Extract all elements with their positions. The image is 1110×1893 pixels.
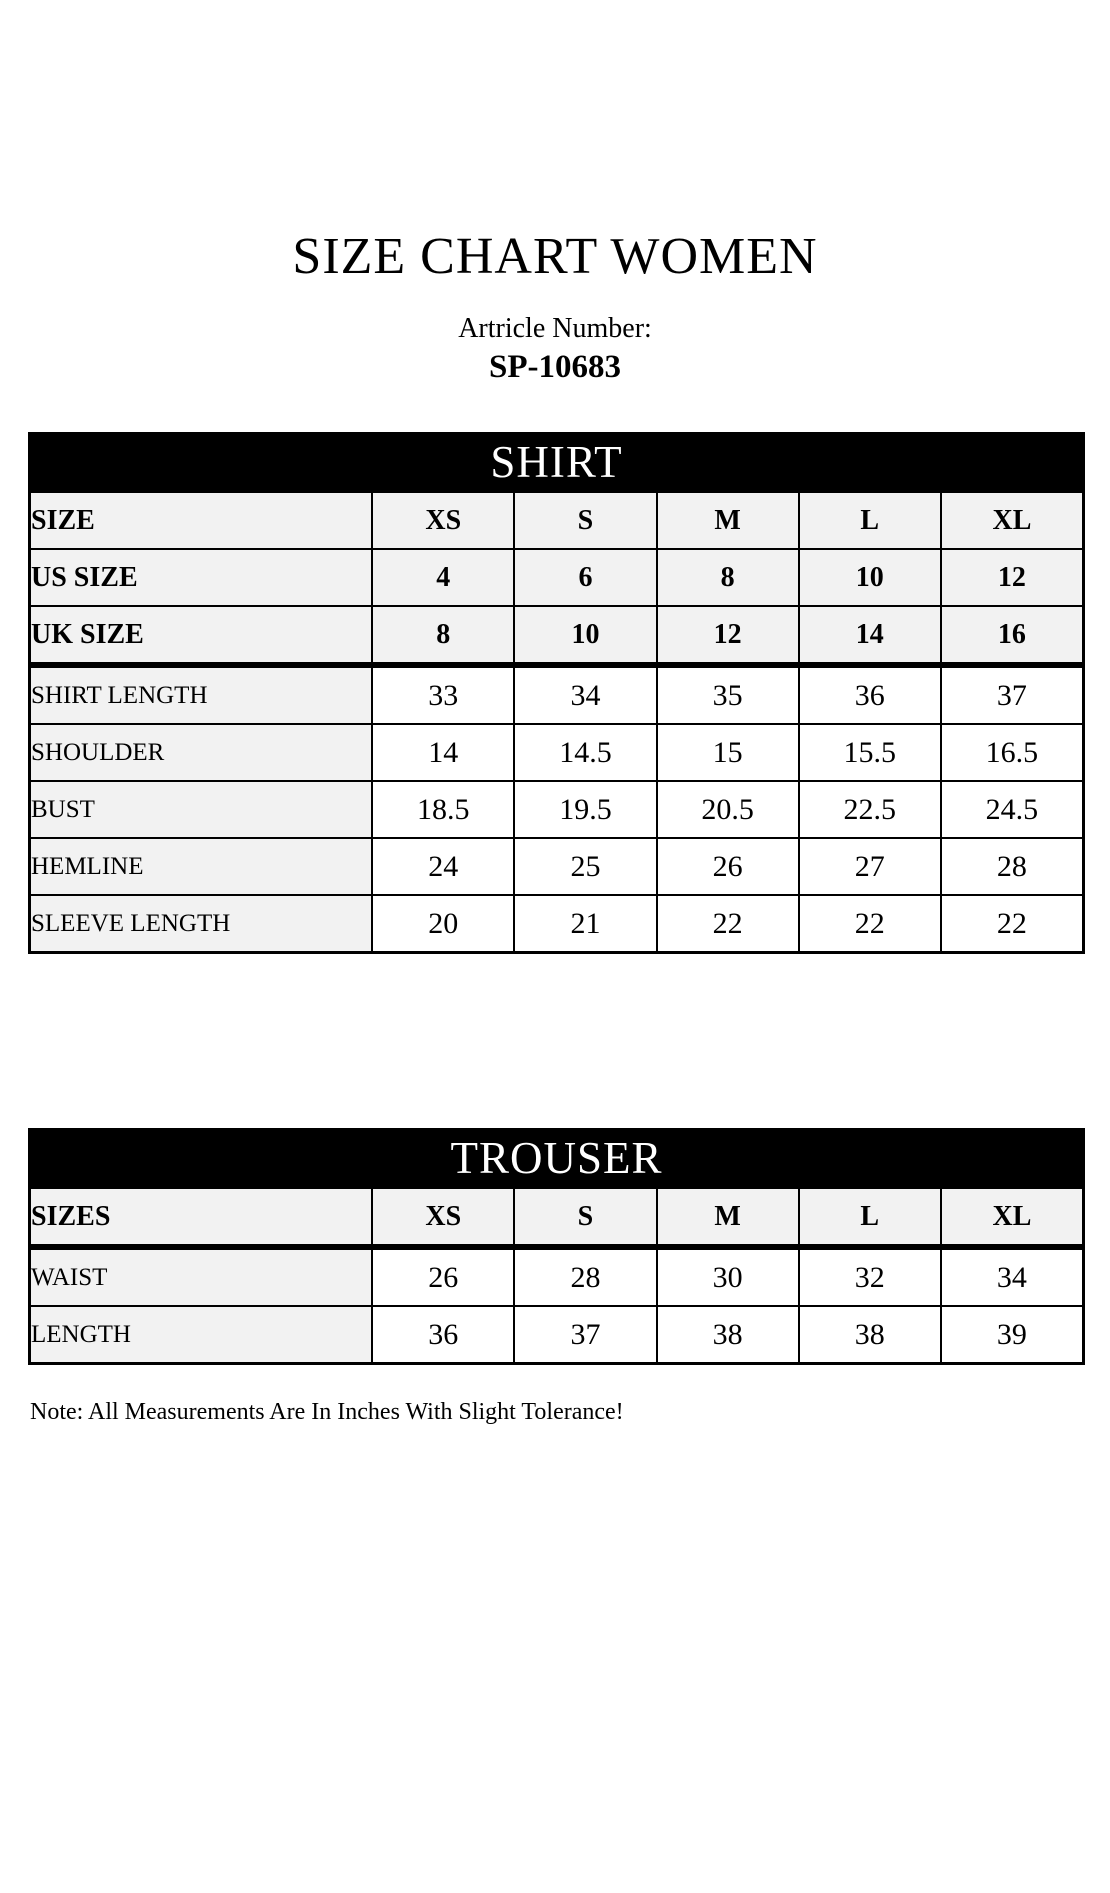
waist-l: 32 [799, 1247, 941, 1306]
table-row-waist [30, 1247, 1083, 1306]
shirt-length-s: 34 [514, 665, 656, 724]
table-row-shoulder [30, 724, 1083, 781]
uk-size-m: 12 [657, 606, 799, 665]
table-row-size [30, 492, 1083, 549]
shoulder-s: 14.5 [514, 724, 656, 781]
waist-xl: 34 [941, 1247, 1083, 1306]
hemline-xl: 28 [941, 838, 1083, 895]
length-xs: 36 [372, 1306, 514, 1363]
shoulder-xs: 14 [372, 724, 514, 781]
table-row-uk-size [30, 606, 1083, 665]
sleeve-length-s: 21 [514, 895, 656, 952]
trouser-table-title: TROUSER [29, 1129, 1084, 1187]
trouser-size-table [29, 1187, 1084, 1364]
uk-size-s: 10 [514, 606, 656, 665]
trouser-size-chart [28, 1128, 1085, 1365]
page-title: SIZE CHART WOMEN [292, 228, 818, 285]
bust-s: 19.5 [514, 781, 656, 838]
trouser-size-l: L [799, 1188, 941, 1247]
table-row-bust [30, 781, 1083, 838]
sleeve-length-m: 22 [657, 895, 799, 952]
shoulder-m: 15 [657, 724, 799, 781]
size-col-l: L [799, 492, 941, 549]
sleeve-length-xs: 20 [372, 895, 514, 952]
hemline-xs: 24 [372, 838, 514, 895]
length-m: 38 [657, 1306, 799, 1363]
row-label-shirt-length: SHIRT LENGTH [30, 665, 372, 724]
uk-size-xl: 16 [941, 606, 1083, 665]
row-label-size: SIZE [30, 492, 372, 549]
table-row-shirt-length [30, 665, 1083, 724]
waist-xs: 26 [372, 1247, 514, 1306]
hemline-s: 25 [514, 838, 656, 895]
row-label-sizes: SIZES [30, 1188, 372, 1247]
row-label-shoulder: SHOULDER [30, 724, 372, 781]
table-row-us-size [30, 549, 1083, 606]
us-size-s: 6 [514, 549, 656, 606]
uk-size-xs: 8 [372, 606, 514, 665]
trouser-size-xl: XL [941, 1188, 1083, 1247]
row-label-waist: WAIST [30, 1247, 372, 1306]
row-label-bust: BUST [30, 781, 372, 838]
table-row-hemline [30, 838, 1083, 895]
length-l: 38 [799, 1306, 941, 1363]
trouser-size-m: M [657, 1188, 799, 1247]
measurements-note: Note: All Measurements Are In Inches With Slight Tolerance! [30, 1399, 624, 1426]
bust-m: 20.5 [657, 781, 799, 838]
size-col-s: S [514, 492, 656, 549]
shirt-table-title: SHIRT [29, 433, 1084, 491]
bust-xs: 18.5 [372, 781, 514, 838]
article-number-value: SP-10683 [489, 349, 621, 386]
shoulder-l: 15.5 [799, 724, 941, 781]
hemline-l: 27 [799, 838, 941, 895]
length-s: 37 [514, 1306, 656, 1363]
us-size-m: 8 [657, 549, 799, 606]
shirt-length-xl: 37 [941, 665, 1083, 724]
bust-xl: 24.5 [941, 781, 1083, 838]
length-xl: 39 [941, 1306, 1083, 1363]
shirt-size-chart [28, 432, 1085, 954]
row-label-sleeve-length: SLEEVE LENGTH [30, 895, 372, 952]
shirt-size-table [29, 491, 1084, 953]
table-row-sleeve-length [30, 895, 1083, 952]
waist-m: 30 [657, 1247, 799, 1306]
size-col-xs: XS [372, 492, 514, 549]
sleeve-length-l: 22 [799, 895, 941, 952]
row-label-length: LENGTH [30, 1306, 372, 1363]
row-label-uk-size: UK SIZE [30, 606, 372, 665]
article-number-label: Artricle Number: [458, 313, 652, 345]
table-row-length [30, 1306, 1083, 1363]
trouser-size-xs: XS [372, 1188, 514, 1247]
size-col-m: M [657, 492, 799, 549]
trouser-size-s: S [514, 1188, 656, 1247]
shirt-length-m: 35 [657, 665, 799, 724]
row-label-us-size: US SIZE [30, 549, 372, 606]
table-row-sizes [30, 1188, 1083, 1247]
shoulder-xl: 16.5 [941, 724, 1083, 781]
size-col-xl: XL [941, 492, 1083, 549]
us-size-xs: 4 [372, 549, 514, 606]
us-size-xl: 12 [941, 549, 1083, 606]
shirt-length-xs: 33 [372, 665, 514, 724]
uk-size-l: 14 [799, 606, 941, 665]
shirt-length-l: 36 [799, 665, 941, 724]
us-size-l: 10 [799, 549, 941, 606]
sleeve-length-xl: 22 [941, 895, 1083, 952]
bust-l: 22.5 [799, 781, 941, 838]
row-label-hemline: HEMLINE [30, 838, 372, 895]
hemline-m: 26 [657, 838, 799, 895]
waist-s: 28 [514, 1247, 656, 1306]
